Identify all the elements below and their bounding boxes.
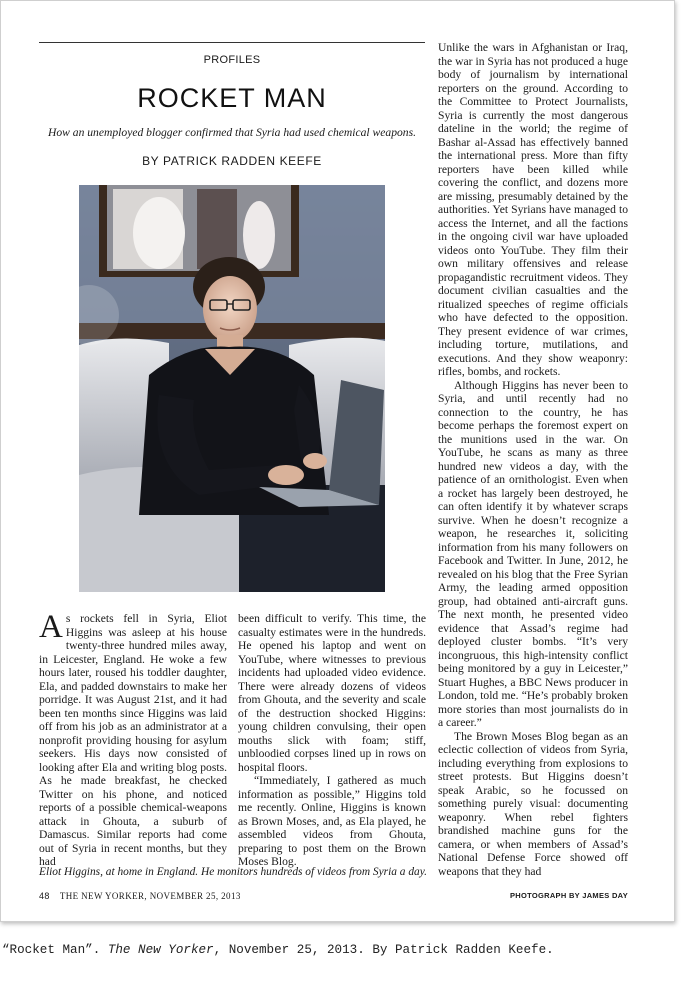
section-label: PROFILES [203,54,261,66]
column-3-paragraph-2: Although Higgins has never been to Syria, and until recently had no connection to the country, he has become perhaps the foremost expert on the munitions used in the war. On YouTube, he scans as many as three hundred new videos a day, with the patience of an ornithologist. Even when a rocket has largely been destroyed, he can often identify it by whatever scraps survive. When he doesn’t recognize a weapon, he researches it, soliciting information from his many followers on Facebook and Twitter. In June, 2012, he revealed on his blog that the Free Syrian Army, the leading armed opposition group, had obtained anti-aircraft guns. The next month, he presented video evidence that Assad’s regime had deployed cluster bombs. “It’s very incongruous, this high-intensity conflict being monitored by a guy in Leicester,” Stuart Hughes, a BBC News producer in London, told me. “He’s probably broken more stories than most journalists do in a career.” [438,378,628,729]
photo-credit: PHOTOGRAPH BY JAMES DAY [509,891,628,900]
drop-cap: A [39,609,63,645]
page-footer [39,891,241,901]
citation-publication: The New Yorker [107,943,214,957]
page-number: 48 [39,891,50,901]
column-3-paragraph-1: Unlike the wars in Afghanistan or Iraq, the war in Syria has not produced a huge body of journalism by international reporters on the ground. According to the Committee to Protect Journalists, Syria is currently the most dangerous dateline in the world; the regime of Bashar al-Assad has effectively banned the international press. More than fifty reporters have been killed while covering the conflict, and dozens more are missing, presumably detained by the authorities. Yet Syrians have managed to access the Internet, and all the factions in the ongoing civil war have uploaded videos onto YouTube. They film their own military offensives and release propagandistic recruitment videos. They document civilian casualties and the ritualized speeches of regime officials who have defected to the opposition. They present evidence of war crimes, including torture, mutilations, and executions. And they show weaponry: rifles, bombs, and rockets. [438,41,628,378]
column-2 [238,612,426,869]
column-2-paragraph-2: “Immediately, I gathered as much information as possible,” Higgins told me recently. Online, Higgins is known as Brown Moses, and, as Ela played, he assembled videos from Ghouta, preparing to post them on the Brown Moses Blog. [238,774,426,868]
photo-illustration [79,185,385,592]
column-3 [438,41,628,878]
byline: BY PATRICK RADDEN KEEFE [142,154,322,168]
column-1 [39,609,227,869]
citation-suffix: , November 25, 2013. By Patrick Radden Keefe. [213,943,554,957]
top-rule [39,42,425,43]
citation-prefix: “Rocket Man”. [2,943,108,957]
publication-line: THE NEW YORKER, NOVEMBER 25, 2013 [59,891,241,901]
column-2-paragraph-1: been difficult to verify. This time, the casualty estimates were in the hundreds. He opened his laptop and went on YouTube, where witnesses to previous incidents had uploaded video evidence. There were already dozens of videos from Ghouta, and the severity and scale of the destruction shocked Higgins: young children convulsing, their open mouths slick with foam; stiff, unbloodied corpses lined up in rows on hospital floors. [238,612,426,774]
photo-caption: Eliot Higgins, at home in England. He monitors hundreds of videos from Syria a day. [39,866,427,878]
article-title: ROCKET MAN [137,83,327,113]
column-3-paragraph-3: The Brown Moses Blog began as an eclectic collection of videos from Syria, including everything from explosions to street protests. But Higgins doesn’t speak Arabic, so he focussed on something purely visual: documenting weaponry. When rebel fighters brandished machine guns for the camera, or when members of Assad’s National Defense Force showed off weapons that they had [438,729,628,878]
citation-note [2,943,554,957]
article-dek: How an unemployed blogger confirmed that Syria had used chemical weapons. [47,126,417,139]
column-1-paragraph-1: s rockets fell in Syria, Eliot Higgins was asleep at his house twenty-three hundred miles away, in Leicester, England. He woke a few hours later, roused his toddler daughter, Ela, and padded downstairs to make her porridge. It was August 21st, and it had been ten months since Higgins was laid off from his job as an administrator at a nonprofit providing housing for asylum seekers. His days now consisted of looking after Ela and writing blog posts. As he made breakfast, he checked Twitter on his phone, and noticed reports of a possible chemical-weapons attack in Ghouta, a suburb of Damascus. Similar reports had come out of Syria in recent months, but they had [39,612,227,868]
portrait-photo [79,185,385,592]
